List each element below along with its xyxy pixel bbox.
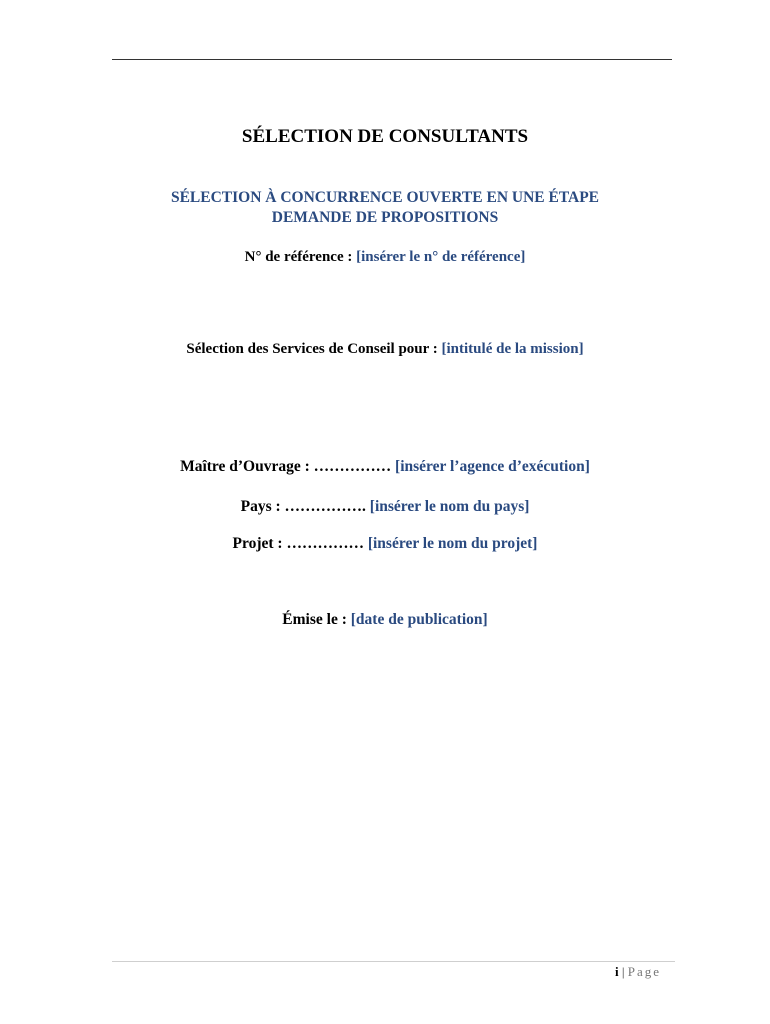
client-label: Maître d’Ouvrage : …………… (180, 458, 396, 475)
country-label: Pays : ……………. (240, 498, 370, 515)
project-line (0, 535, 770, 553)
page-number: i (615, 964, 619, 979)
services-line (0, 341, 770, 358)
issue-date-placeholder: [date de publication] (350, 611, 488, 628)
project-label: Projet : …………… (232, 535, 368, 552)
country-line (0, 498, 770, 516)
document-title: SÉLECTION DE CONSULTANTS (241, 126, 529, 147)
footer-rule (112, 961, 675, 962)
country-placeholder: [insérer le nom du pays] (369, 498, 530, 515)
page-footer (615, 964, 661, 980)
issue-date-line (0, 611, 770, 629)
request-type: DEMANDE DE PROPOSITIONS (271, 209, 499, 226)
header-rule (112, 59, 672, 60)
reference-line (0, 249, 770, 266)
selection-method: SÉLECTION À CONCURRENCE OUVERTE EN UNE ÉTAPE (170, 189, 600, 206)
mission-title-placeholder: [intitulé de la mission] (441, 341, 584, 357)
issue-date-label: Émise le : (282, 611, 351, 628)
reference-label: N° de référence : (244, 249, 357, 265)
client-line (0, 458, 770, 476)
reference-placeholder: [insérer le n° de référence] (356, 249, 526, 265)
project-placeholder: [insérer le nom du projet] (367, 535, 538, 552)
page-label: Page (627, 964, 662, 979)
services-label: Sélection des Services de Conseil pour : (186, 341, 442, 357)
client-placeholder: [insérer l’agence d’exécution] (395, 458, 590, 475)
page-separator: | (618, 964, 628, 979)
